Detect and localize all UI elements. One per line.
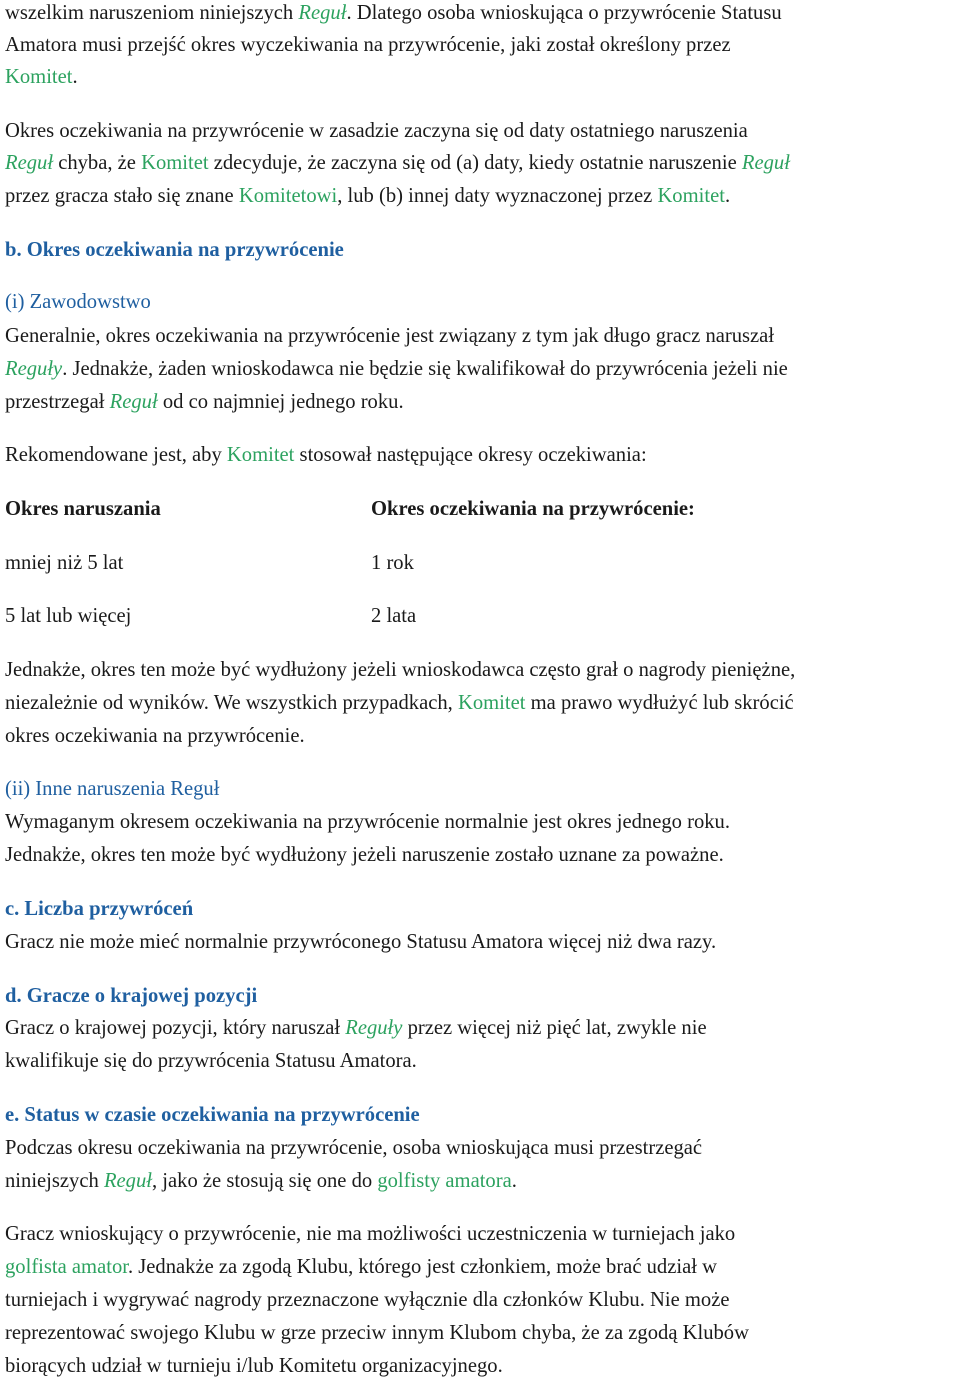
table-cell: 2 lata [371, 605, 417, 627]
table-cell: mniej niż 5 lat [5, 552, 124, 574]
text-line [5, 1254, 717, 1280]
text-line: reprezentować swojego Klubu w grze przeciw innym Klubom chyba, że za zgodą Klubów [5, 1322, 749, 1344]
defined-term-link[interactable]: Komitet [457, 692, 526, 714]
text: . Jednakże, żaden wnioskodawca nie będzie się kwalifikował do przywrócenia jeżeli nie [62, 358, 788, 380]
subsection-heading-professionalism: (i) Zawodowstwo [5, 291, 151, 313]
text-line: Gracz wnioskujący o przywrócenie, nie ma możliwości uczestniczenia w turniejach jako [5, 1223, 736, 1245]
text: przez gracza stało się znane [5, 185, 239, 207]
text-line: Gracz nie może mieć normalnie przywróconego Statusu Amatora więcej niż dwa razy. [5, 931, 717, 953]
text-line: Generalnie, okres oczekiwania na przywrócenie jest związany z tym jak długo gracz naruszał [5, 325, 775, 347]
text: niezależnie od wyników. We wszystkich przypadkach, [5, 692, 458, 714]
text: . [72, 66, 78, 88]
text: ma prawo wydłużyć lub skrócić [525, 692, 794, 714]
section-heading-b: b. Okres oczekiwania na przywrócenie [5, 239, 344, 261]
text: . Dlatego osoba wnioskująca o przywrócenie Statusu [346, 2, 782, 24]
text: , lub (b) innej daty wyznaczonej przez [337, 185, 658, 207]
defined-term-link[interactable]: Komitetowi [238, 185, 338, 207]
text-line [5, 64, 78, 90]
defined-term-link[interactable]: golfisty amatora [377, 1170, 512, 1192]
text-line [5, 389, 404, 415]
defined-term-link[interactable]: Komitet [657, 185, 725, 207]
defined-term-link[interactable]: Reguł [298, 2, 347, 24]
text-line [5, 150, 790, 176]
text-line [5, 690, 794, 716]
text: przez więcej niż pięć lat, zwykle nie [402, 1017, 707, 1039]
text: . [724, 185, 731, 207]
text-line [5, 1015, 707, 1041]
text-line [5, 356, 788, 382]
text: stosował następujące okresy oczekiwania: [294, 444, 647, 466]
text-line [5, 183, 730, 209]
text-line: turniejach i wygrywać nagrody przeznaczone wyłącznie dla członków Klubu. Nie może [5, 1289, 730, 1311]
table-cell: 5 lat lub więcej [5, 605, 132, 627]
text: niniejszych [5, 1170, 104, 1192]
text: wszelkim naruszeniom niniejszych [5, 2, 299, 24]
section-heading-d: d. Gracze o krajowej pozycji [5, 985, 258, 1007]
defined-term-link[interactable]: Komitet [141, 152, 209, 174]
text-line: Wymaganym okresem oczekiwania na przywrócenie normalnie jest okres jednego roku. [5, 811, 730, 833]
defined-term-link[interactable]: Reguł [103, 1170, 152, 1192]
defined-term-link[interactable]: Reguły [5, 358, 63, 380]
defined-term-link[interactable]: Reguł [109, 391, 158, 413]
section-heading-e: e. Status w czasie oczekiwania na przywrócenie [5, 1104, 420, 1126]
text-line: kwalifikuje się do przywrócenia Statusu Amatora. [5, 1050, 417, 1072]
subsection-heading-other-breaches: (ii) Inne naruszenia Reguł [5, 778, 220, 800]
defined-term-link[interactable]: Komitet [226, 444, 295, 466]
text: przestrzegał [5, 391, 110, 413]
text: zdecyduje, że zaczyna się od (a) daty, kiedy ostatnie naruszenie [208, 152, 742, 174]
text: Rekomendowane jest, aby [5, 444, 227, 466]
text-line: biorących udział w turnieju i/lub Komitetu organizacyjnego. [5, 1355, 503, 1377]
table-header-violation-period: Okres naruszania [5, 498, 161, 520]
text: Gracz o krajowej pozycji, który naruszał [5, 1017, 346, 1039]
section-heading-c: c. Liczba przywróceń [5, 898, 194, 920]
text-line [5, 1168, 517, 1194]
text-line: Jednakże, okres ten może być wydłużony jeżeli wnioskodawca często grał o nagrody pieniężne, [5, 659, 796, 681]
table-cell: 1 rok [371, 552, 414, 574]
text-line: Jednakże, okres ten może być wydłużony jeżeli naruszenie zostało uznane za poważne. [5, 844, 724, 866]
defined-term-link[interactable]: Reguł [5, 152, 54, 174]
defined-term-link[interactable]: golfista amator [5, 1256, 128, 1278]
text: chyba, że [53, 152, 142, 174]
table-header-waiting-period: Okres oczekiwania na przywrócenie: [371, 498, 695, 520]
text-line [5, 442, 647, 468]
text: od co najmniej jednego roku. [157, 391, 404, 413]
text-line: okres oczekiwania na przywrócenie. [5, 725, 305, 747]
defined-term-link[interactable]: Komitet [5, 66, 73, 88]
text-line: Okres oczekiwania na przywrócenie w zasadzie zaczyna się od daty ostatniego naruszenia [5, 120, 748, 142]
text-line: Podczas okresu oczekiwania na przywrócenie, osoba wnioskująca musi przestrzegać [5, 1137, 703, 1159]
defined-term-link[interactable]: Reguły [345, 1017, 403, 1039]
text: . [511, 1170, 517, 1192]
defined-term-link[interactable]: Reguł [741, 152, 790, 174]
text: , jako że stosują się one do [151, 1170, 378, 1192]
text: . Jednakże za zgodą Klubu, którego jest członkiem, może brać udział w [127, 1256, 717, 1278]
text-line: Amatora musi przejść okres wyczekiwania na przywrócenie, jaki został określony przez [5, 34, 731, 56]
text-line [5, 0, 782, 26]
